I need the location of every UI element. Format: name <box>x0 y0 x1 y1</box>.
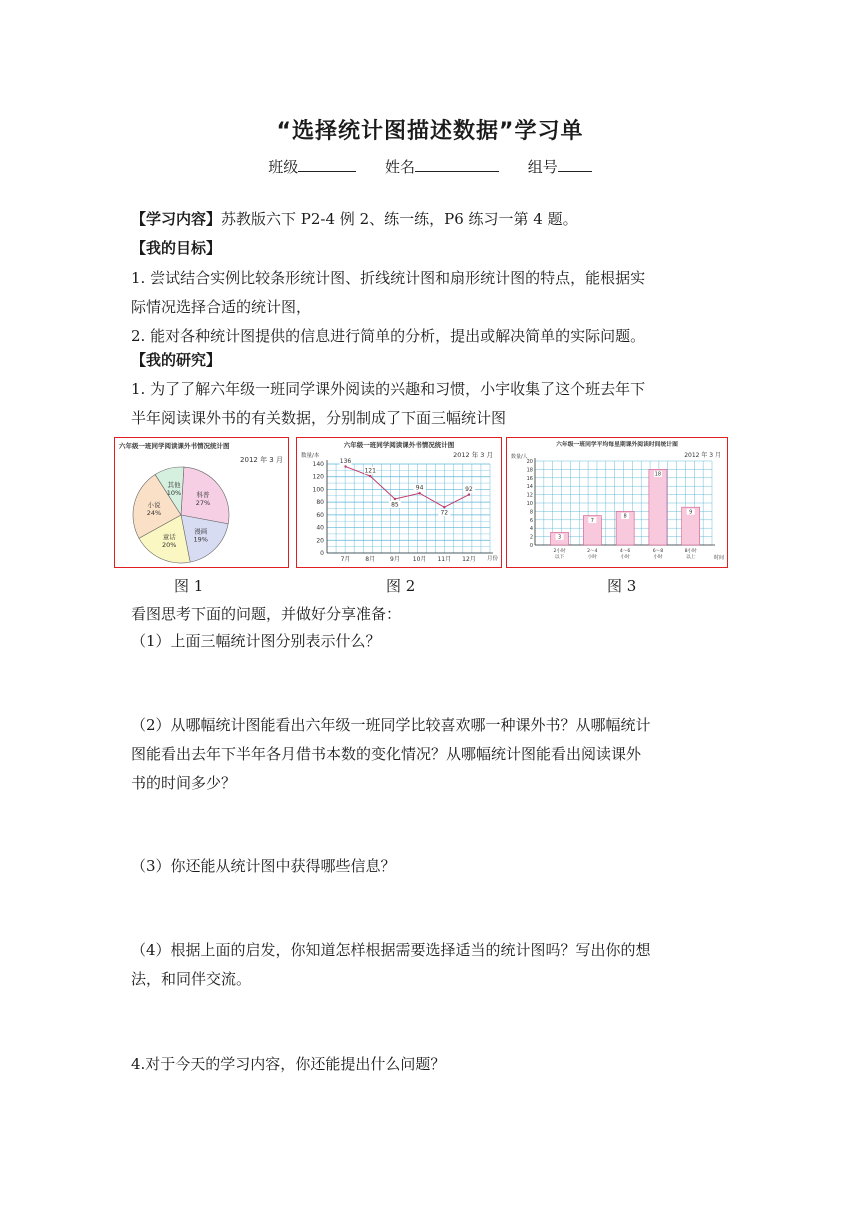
line-data-label: 92 <box>465 486 473 494</box>
bar-y-tick: 14 <box>526 484 533 491</box>
line-point <box>418 492 420 494</box>
student-info-fields <box>0 156 860 177</box>
caption-figure-1: 图 1 <box>174 577 204 595</box>
bar-x-tick: 6～8 <box>652 549 664 554</box>
bar-marks <box>551 469 700 560</box>
name-field[interactable] <box>385 156 499 177</box>
figure-3-frame <box>506 437 728 568</box>
class-field[interactable] <box>268 156 356 177</box>
line-y-tick: 20 <box>316 537 324 545</box>
bar-date: 2012 年 3 月 <box>684 452 721 459</box>
line-y-tick: 60 <box>316 511 324 519</box>
line-data-label: 136 <box>339 458 352 466</box>
bar-x-tick: 4～6 <box>619 549 631 554</box>
line-marks <box>340 458 475 517</box>
pie-slice-pct-1: 19% <box>193 535 208 544</box>
pie-slice-pct-4: 10% <box>166 489 182 498</box>
question-2c: 书的时间多少？ <box>131 774 237 792</box>
bar-chart <box>507 438 727 567</box>
line-x-tick: 12月 <box>462 556 476 563</box>
line-date: 2012 年 3 月 <box>453 451 493 459</box>
bar-y-tick: 12 <box>526 492 533 499</box>
line-x-tick: 9月 <box>390 556 400 563</box>
goal-1a: 1. 尝试结合实例比较条形统计图、折线统计图和扇形统计图的特点，能根据实 <box>131 269 646 287</box>
bar-y-tick: 2 <box>529 534 533 541</box>
pie-slice-label-2: 童话 <box>162 533 176 542</box>
line-y-tick: 120 <box>312 473 324 481</box>
pie-chart <box>115 438 288 567</box>
pie-slice-pct-3: 24% <box>146 509 162 518</box>
goal-1b: 际情况选择合适的统计图， <box>131 298 312 316</box>
line-data-label: 72 <box>440 509 449 517</box>
line-x-tick: 7月 <box>340 556 351 563</box>
line-y-tick: 0 <box>320 550 324 557</box>
bar-x-tick-line2: 小时 <box>587 555 597 560</box>
bar-x-tick-line2: 小时 <box>653 555 663 560</box>
name-blank <box>415 156 499 172</box>
bar-ylabel: 数量/人 <box>511 454 528 460</box>
bar-y-tick: 4 <box>529 526 533 533</box>
line-grid <box>313 460 493 563</box>
group-blank <box>558 156 592 172</box>
bar-y-tick: 10 <box>526 501 533 507</box>
name-label: 姓名 <box>384 158 415 176</box>
line-x-tick: 11月 <box>437 556 452 563</box>
bar-rect <box>649 469 667 545</box>
pie-slice-pct-2: 20% <box>161 541 177 550</box>
research-1b: 半年阅读课外书的有关数据，分别制成了下面三幅统计图 <box>131 409 507 427</box>
bar-x-tick: 8小时 <box>684 549 697 554</box>
figure-2-frame <box>296 437 502 568</box>
bar-data-label: 3 <box>557 534 562 541</box>
page-title: “选择统计图描述数据”学习单 <box>276 119 584 144</box>
pie-slices <box>133 467 229 563</box>
pie-title: 六年级一班同学阅读课外书情况统计图 <box>119 442 230 450</box>
bar-x-tick-line2: 以上 <box>686 555 696 560</box>
bar-x-tick: 2小时 <box>553 549 566 554</box>
bar-title: 六年级一班同学平均每星期课外阅读时间统计图 <box>556 442 678 448</box>
study-content-text: 苏教版六下 P2-4 例 2、练一练，P6 练习一第 4 题。 <box>221 210 578 228</box>
line-xlabel: 月份 <box>486 556 498 562</box>
line-y-tick: 100 <box>312 486 324 494</box>
question-3: （3）你还能从统计图中获得哪些信息？ <box>131 857 396 875</box>
line-point <box>369 475 371 477</box>
line-point <box>344 465 346 467</box>
class-label: 班级 <box>268 158 299 176</box>
bar-y-tick: 16 <box>526 475 533 482</box>
caption-figure-3: 图 3 <box>607 577 637 595</box>
line-data-label: 121 <box>364 467 376 475</box>
questions-intro: 看图思考下面的问题，并做好分享准备： <box>131 605 402 623</box>
line-x-tick: 10月 <box>412 556 427 563</box>
line-x-tick: 8月 <box>365 556 376 563</box>
bar-data-label: 9 <box>689 509 693 516</box>
line-point <box>394 498 396 500</box>
bar-xlabel: 时间 <box>713 555 724 561</box>
pie-date: 2012 年 3 月 <box>240 456 283 464</box>
goal-2: 2. 能对各种统计图提供的信息进行简单的分析，提出或解决简单的实际问题。 <box>131 327 646 345</box>
bar-data-label: 18 <box>654 471 662 478</box>
figure-1-frame <box>114 437 289 568</box>
bar-x-tick-line2: 以下 <box>554 555 565 560</box>
bar-y-tick: 0 <box>529 543 533 549</box>
caption-figure-2: 图 2 <box>386 577 416 595</box>
line-title: 六年级一班同学阅读课外书情况统计图 <box>343 441 455 449</box>
line-data-label: 94 <box>415 484 424 492</box>
bar-y-tick: 6 <box>529 517 533 524</box>
question-2b: 图能看出去年下半年各月借书本数的变化情况？从哪幅统计图能看出阅读课外 <box>131 745 642 763</box>
study-content-line <box>131 205 741 234</box>
goals-label: 【我的目标】 <box>131 239 222 257</box>
group-label: 组号 <box>527 158 558 176</box>
question-5: 4.对于今天的学习内容，你还能提出什么问题？ <box>131 1055 446 1073</box>
line-point <box>443 506 445 508</box>
line-ylabel: 数量/本 <box>301 453 320 459</box>
line-chart <box>297 438 501 567</box>
line-data-label: 85 <box>391 501 399 509</box>
bar-data-label: 7 <box>590 517 594 524</box>
goals-heading <box>131 234 741 263</box>
line-point <box>468 493 470 495</box>
bar-y-tick: 8 <box>529 509 533 516</box>
pie-slice-label-0: 科普 <box>196 490 210 499</box>
pie-slice-label-4: 其他 <box>167 481 181 490</box>
question-2a: （2）从哪幅统计图能看出六年级一班同学比较喜欢哪一种课外书？从哪幅统计 <box>131 716 651 734</box>
study-content-label: 【学习内容】 <box>131 210 222 228</box>
class-blank <box>298 156 356 172</box>
question-1: （1）上面三幅统计图分别表示什么？ <box>131 632 381 650</box>
line-y-tick: 140 <box>312 461 324 468</box>
question-4b: 法，和同伴交流。 <box>131 970 252 988</box>
pie-slice-label-3: 小说 <box>147 501 161 510</box>
research-label: 【我的研究】 <box>131 351 222 369</box>
bar-y-tick: 18 <box>526 467 533 474</box>
line-y-tick: 80 <box>316 499 324 507</box>
pie-slice-pct-0: 27% <box>195 498 211 507</box>
research-heading <box>131 346 741 375</box>
pie-slice-label-1: 漫画 <box>194 527 208 536</box>
bar-x-tick: 2～4 <box>587 549 598 554</box>
bar-y-tick: 20 <box>526 459 533 465</box>
bar-x-tick-line2: 小时 <box>620 555 630 560</box>
group-field[interactable] <box>528 156 592 177</box>
question-4a: （4）根据上面的启发，你知道怎样根据需要选择适当的统计图吗？写出你的想 <box>131 941 651 959</box>
line-y-tick: 40 <box>316 524 324 532</box>
research-1a: 1. 为了了解六年级一班同学课外阅读的兴趣和习惯，小宇收集了这个班去年下 <box>131 380 646 398</box>
bar-data-label: 8 <box>623 513 627 520</box>
